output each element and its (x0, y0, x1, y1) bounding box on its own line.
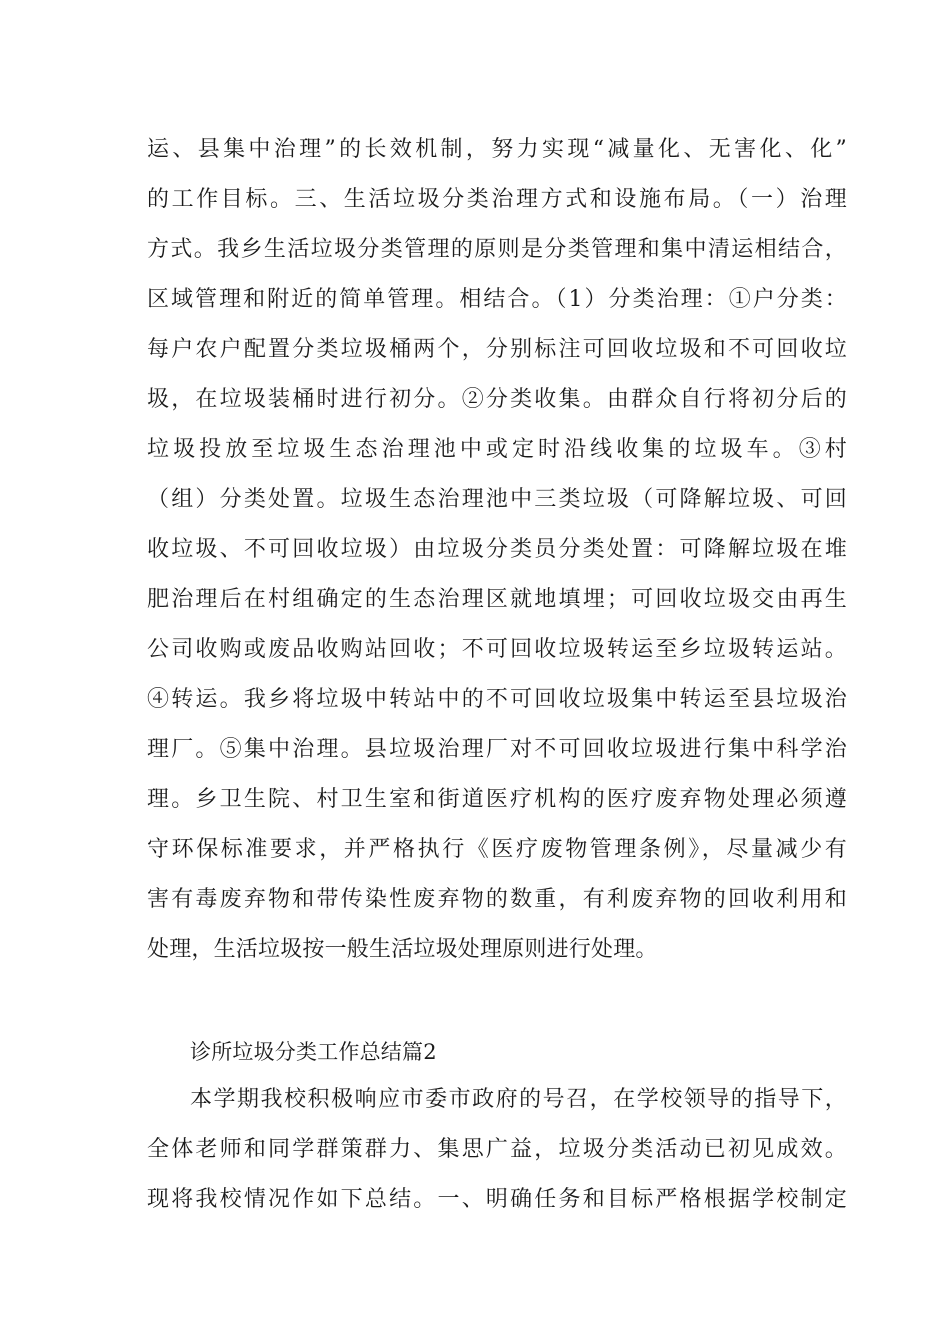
text-line: 本学期我校积极响应市委市政府的号召，在学校领导的指导下， (190, 1087, 847, 1112)
text-line: 理厂。⑤集中治理。县垃圾治理厂对不可回收垃圾进行集中科学治 (147, 737, 847, 762)
text-line: 公司收购或废品收购站回收；不可回收垃圾转运至乡垃圾转运站。 (147, 637, 847, 662)
text-line: 收垃圾、不可回收垃圾）由垃圾分类员分类处置：可降解垃圾在堆 (147, 537, 847, 562)
section-heading: 诊所垃圾分类工作总结篇2 (190, 1040, 437, 1064)
text-line: 圾，在垃圾装桶时进行初分。②分类收集。由群众自行将初分后的 (147, 387, 847, 412)
text-line: 肥治理后在村组确定的生态治理区就地填埋；可回收垃圾交由再生 (147, 587, 847, 612)
text-line: 全体老师和同学群策群力、集思广益，垃圾分类活动已初见成效。 (147, 1137, 847, 1162)
text-line: ④转运。我乡将垃圾中转站中的不可回收垃圾集中转运至县垃圾治 (147, 687, 847, 712)
text-line: 每户农户配置分类垃圾桶两个，分别标注可回收垃圾和不可回收垃 (147, 337, 847, 362)
text-line: （组）分类处置。垃圾生态治理池中三类垃圾（可降解垃圾、可回 (147, 487, 847, 512)
text-line: 的工作目标。三、生活垃圾分类治理方式和设施布局。（一）治理 (147, 187, 847, 212)
text-line: 区域管理和附近的简单管理。相结合。（1）分类治理：①户分类： (147, 287, 847, 312)
text-line: 处理，生活垃圾按一般生活垃圾处理原则进行处理。 (147, 937, 658, 962)
text-line: 害有毒废弃物和带传染性废弃物的数重，有利废弃物的回收利用和 (147, 887, 847, 912)
text-line: 现将我校情况作如下总结。一、明确任务和目标严格根据学校制定 (147, 1187, 847, 1212)
text-line: 守环保标准要求，并严格执行《医疗废物管理条例》，尽量减少有 (147, 837, 847, 862)
text-line: 垃圾投放至垃圾生态治理池中或定时沿线收集的垃圾车。③村 (147, 437, 847, 462)
text-line: 运、县集中治理”的长效机制，努力实现“减量化、无害化、化” (147, 137, 847, 162)
text-line: 方式。我乡生活垃圾分类管理的原则是分类管理和集中清运相结合， (147, 237, 847, 262)
text-line: 理。乡卫生院、村卫生室和街道医疗机构的医疗废弃物处理必须遵 (147, 787, 847, 812)
